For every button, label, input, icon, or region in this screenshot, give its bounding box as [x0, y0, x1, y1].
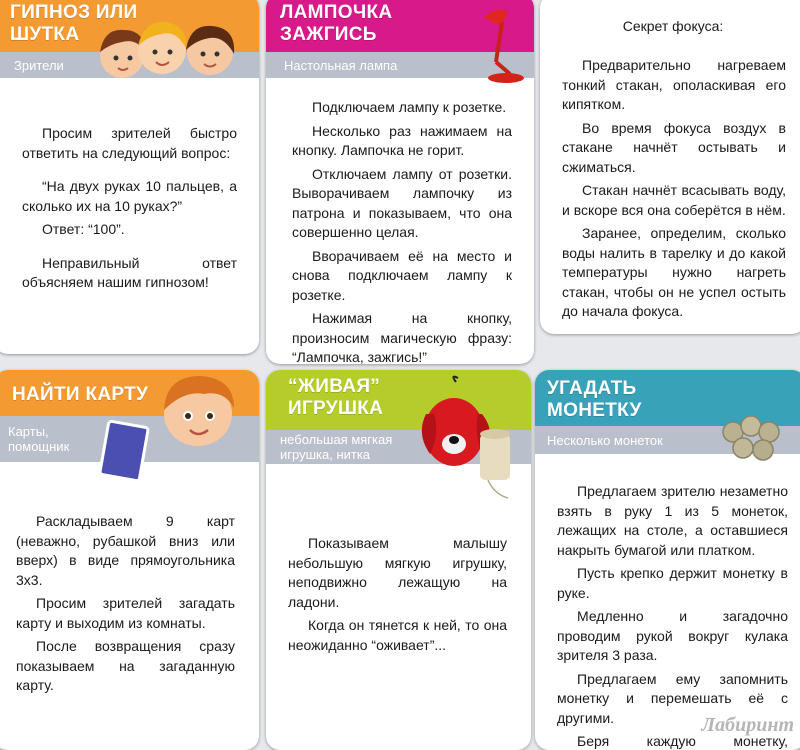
playing-card-icon [98, 420, 150, 482]
card-subtitle: Карты, помощник [0, 416, 259, 462]
card-body: Просим зрителей быстро ответить на следующий вопрос: “На двух руках 10 пальцев, а сколько их на 10 руках?” Ответ: “100”. Неправильный ответ объясняем нашим гипнозом! [22, 125, 237, 290]
card-title: “ЖИВАЯ” ИГРУШКА [266, 370, 531, 430]
card-title: ЛАМПОЧКА ЗАЖГИСЬ [266, 0, 534, 52]
card-lamp [266, 0, 534, 364]
card-body: Предварительно нагреваем тонкий стакан, ополаскивая его кипятком. Во время фокуса воздух в стакане начнёт остывать и сжиматься. Стакан начнёт всасывать воду, и вскоре вся она соберётся в нём. Заранее, определим, сколько воды налить в тарелку и до какой температуры нужно нагреть стакан, чтобы он не успел остыть до начала фокуса. [562, 57, 786, 319]
card-body: Показываем малышу небольшую мягкую игрушку, неподвижно лежащую на ладони. Когда он тянется к ней, то она неожиданно “оживает”... [288, 535, 507, 653]
card-subtitle: Зрители [0, 52, 259, 78]
secret-heading: Секрет фокуса: [622, 18, 724, 34]
card-title: УГАДАТЬ МОНЕТКУ [535, 370, 800, 426]
coins-icon [717, 412, 789, 466]
card-hypnosis [0, 0, 259, 354]
card-title: НАЙТИ КАРТУ [0, 370, 259, 416]
card-coin [535, 370, 800, 750]
card-subtitle: Несколько монеток [535, 426, 800, 454]
card-toy [266, 370, 531, 750]
card-find-card [0, 370, 259, 750]
red-plush-dog-icon [420, 374, 530, 504]
card-body: Раскладываем 9 карт (неважно, рубашкой вниз или вверх) в виде прямоугольника 3х3. Просим зрителей загадать карту и выходим из комнаты. После возвращения сразу показываем на загаданную карту. [16, 513, 235, 693]
card-subtitle: Настольная лампа [266, 52, 534, 78]
card-subtitle: небольшая мягкая игрушка, нитка [266, 430, 531, 464]
watermark-logo: Лабиринт [701, 714, 794, 736]
card-secret [540, 0, 800, 334]
desk-lamp-icon [474, 4, 530, 84]
card-body: Предлагаем зрителю незаметно взять в руку 1 из 5 монеток, лежащих на столе, а оставшиеся накрыть бумагой или платком. Пусть крепко держит монетку в руке. Медленно и загадочно проводим рукой вокруг кулака зрителя 3 раза. Предлагаем ему запомнить монетку и перемешать её с другими. Беря каждую монетку, [557, 483, 788, 749]
children-faces-icon [92, 14, 252, 84]
card-title: ГИПНОЗ ИЛИ ШУТКА [0, 0, 259, 52]
card-body: Подключаем лампу к розетке. Несколько раз нажимаем на кнопку. Лампочка не горит. Отключаем лампу от розетки. Выворачиваем лампочку из патрона и показываем, что она совершенно целая. Вворачиваем её на место и снова подключаем лампу к розетке. Нажимая на кнопку, произносим магическую фразу: “Лампочка, зажгись!” [292, 99, 512, 364]
boy-face-icon [148, 370, 248, 450]
